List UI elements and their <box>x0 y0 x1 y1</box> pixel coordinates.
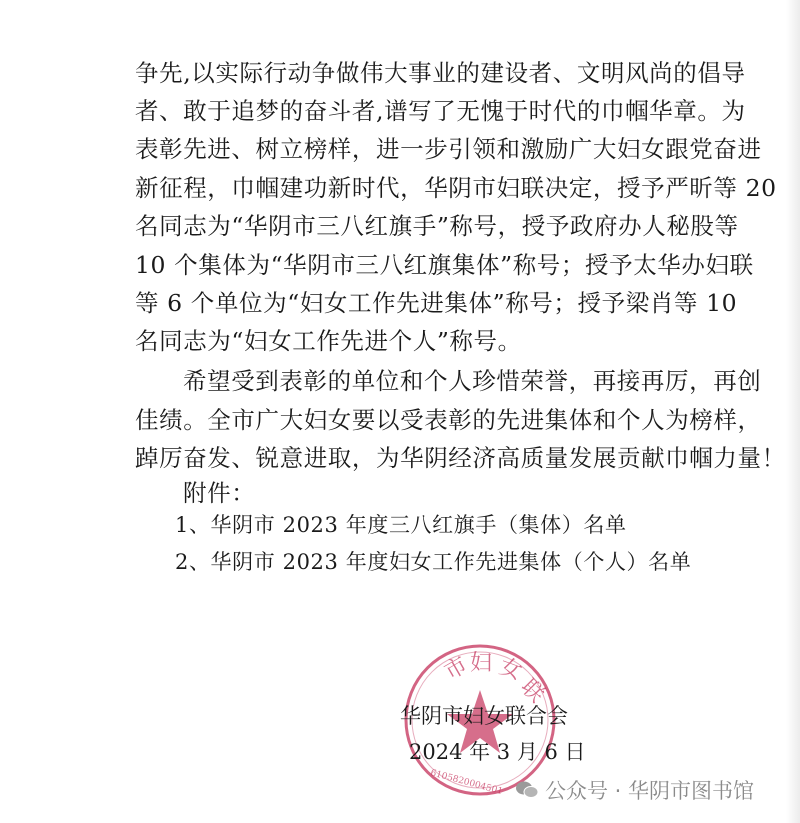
svg-text:市: 市 <box>440 652 473 686</box>
paragraph-1-line: 新征程，巾帼建功新时代，华阴市妇联决定，授予严昕等 20 <box>135 174 777 202</box>
signature-organization: 华阴市妇女联合会 <box>400 704 568 728</box>
svg-text:女: 女 <box>495 654 526 686</box>
paragraph-2-line: 佳绩。全市广大妇女要以受表彰的先进集体和个人为榜样， <box>135 406 762 434</box>
page-edge-shadow <box>786 0 800 823</box>
svg-text:6105820004501: 6105820004501 <box>429 768 504 798</box>
attachment-item: 1、华阴市 2023 年度三八红旗手（集体）名单 <box>175 513 627 537</box>
paragraph-1-line: 名同志为“妇女工作先进个人”称号。 <box>135 327 522 355</box>
paragraph-1-line: 争先,以实际行动争做伟大事业的建设者、文明风尚的倡导 <box>135 59 746 87</box>
paragraph-2-line: 踔厉奋发、锐意进取，为华阴经济高质量发展贡献巾帼力量！ <box>135 444 786 472</box>
watermark-text: 公众号 · 华阴市图书馆 <box>545 779 755 803</box>
paragraph-1-line: 名同志为“华阴市三八红旗手”称号，授予政府办人秘股等 <box>135 212 739 240</box>
svg-text:妇: 妇 <box>470 651 493 676</box>
signature-date: 2024 年 3 月 6 日 <box>409 740 586 764</box>
paragraph-1-line: 10 个集体为“华阴市三八红旗集体”称号；授予太华办妇联 <box>135 251 754 279</box>
wechat-icon <box>515 780 539 800</box>
paragraph-2-line: 希望受到表彰的单位和个人珍惜荣誉，再接再厉，再创 <box>183 367 762 395</box>
paragraph-1-line: 者、敢于追梦的奋斗者,谱写了无愧于时代的巾帼华章。为 <box>135 97 746 125</box>
watermark <box>515 775 754 805</box>
attachment-item: 2、华阴市 2023 年度妇女工作先进集体（个人）名单 <box>175 550 692 574</box>
attachments-label: 附件： <box>183 479 256 507</box>
paragraph-1-line: 等 6 个单位为“妇女工作先进集体”称号；授予梁肖等 10 <box>135 289 738 317</box>
svg-text:联: 联 <box>515 674 550 708</box>
paragraph-1-line: 表彰先进、树立榜样，进一步引领和激励广大妇女跟党奋进 <box>135 135 762 163</box>
